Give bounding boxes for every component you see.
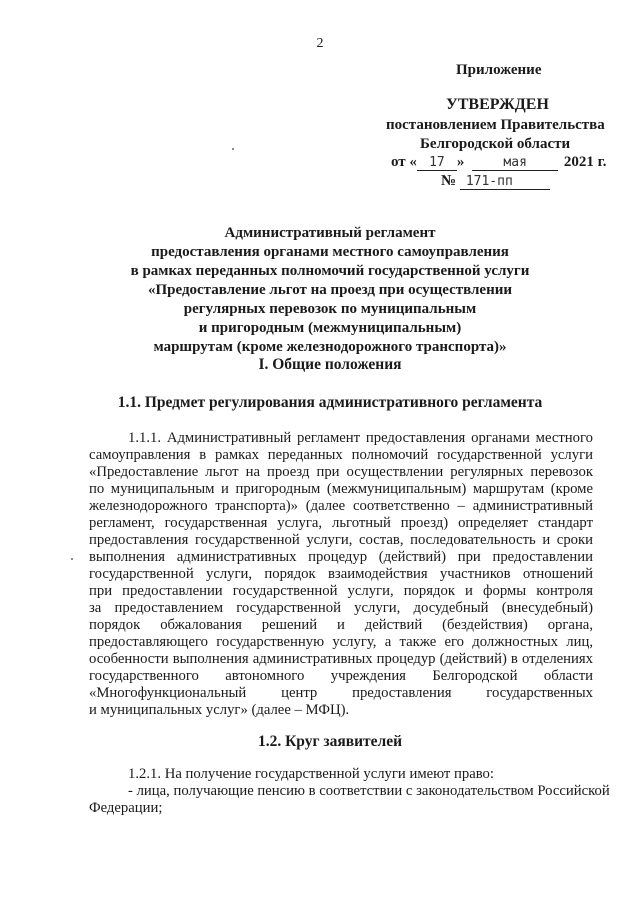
title-line: Административный регламент xyxy=(224,225,436,241)
appendix-label: Приложение xyxy=(456,62,542,78)
date-month: мая xyxy=(503,155,527,170)
paragraph-line: предоставляющего государственную услугу, а также его должностных лиц, xyxy=(89,634,593,650)
title-line: «Предоставление льгот на проезд при осуществлении xyxy=(147,282,513,298)
paragraph-line: по муниципальным и пригородным (межмуниципальным) маршрутам (кроме xyxy=(89,481,593,497)
approved-label: УТВЕРЖДЕН xyxy=(446,96,549,113)
paragraph-line: «Предоставление льгот на проезд при осуществлении регулярных перевозок xyxy=(89,464,593,480)
paragraph-line: и муниципальных услуг» (далее – МФЦ). xyxy=(89,702,350,718)
list-item-continuation: Федерации; xyxy=(89,800,163,816)
subsection-heading: 1.1. Предмет регулирования административного регламента xyxy=(117,394,543,411)
paragraph-line: выполнения административных процедур (действий) при предоставлении xyxy=(89,549,593,565)
paragraph-line: предоставления государственной услуги, состав, последовательность и сроки xyxy=(89,532,593,548)
list-item: - лица, получающие пенсию в соответствии с законодательством Российской xyxy=(128,783,610,799)
approval-number xyxy=(441,173,550,190)
approved-by-line1: постановлением Правительства xyxy=(386,117,605,133)
paragraph-line: самоуправления в рамках переданных полномочий государственной услуги xyxy=(89,447,593,463)
page-number: 2 xyxy=(316,36,324,51)
approved-by-line2: Белгородской области xyxy=(420,136,571,152)
title-line: маршрутам (кроме железнодорожного транспорта)» xyxy=(153,339,507,355)
paragraph-line: государственного автономного учреждения Белгородской области xyxy=(89,668,593,684)
subsection-heading: 1.2. Круг заявителей xyxy=(257,733,403,750)
title-line: предоставления органами местного самоуправления xyxy=(151,244,509,260)
document-title xyxy=(60,224,600,357)
paragraph-line: за предоставлением государственной услуги, досудебный (внесудебный) xyxy=(89,600,593,616)
approval-date xyxy=(391,154,607,171)
paragraph-line: «Многофункциональный центр предоставления государственных xyxy=(89,685,593,701)
number-value: 171-пп xyxy=(465,174,513,189)
date-year: 2021 г. xyxy=(563,154,607,170)
paragraph-line: при предоставлении государственной услуги, порядок и формы контроля xyxy=(89,583,593,599)
date-day: 17 xyxy=(429,155,445,170)
paragraph-line: 1.2.1. На получение государственной услуги имеют право: xyxy=(128,766,494,782)
paragraph-line: порядок обжалования решений и действий (бездействия) органа, xyxy=(89,617,593,633)
title-line: регулярных перевозок по муниципальным xyxy=(183,301,477,317)
paragraph-line: регламент, государственная услуга, льготный проезд) определяет стандарт xyxy=(89,515,593,531)
scan-speck xyxy=(232,148,234,150)
paragraph-line: государственной услуги, порядок взаимодействия участников отношений xyxy=(89,566,593,582)
paragraph-first-line: 1.1.1. Административный регламент предоставления органами местного xyxy=(128,430,593,446)
date-mid: » xyxy=(456,154,465,170)
title-line: и пригородным (межмуниципальным) xyxy=(198,320,462,336)
paragraph-line: железнодорожного транспорта)» (далее соответственно – административный xyxy=(89,498,593,514)
paragraph-line: особенности выполнения административных процедур (действий) в отделениях xyxy=(89,651,593,667)
scan-speck xyxy=(71,558,73,560)
date-prefix: от « xyxy=(391,154,417,170)
number-prefix: № xyxy=(441,173,457,189)
title-line: в рамках переданных полномочий государственной услуги xyxy=(130,263,530,279)
section-heading: I. Общие положения xyxy=(258,356,402,373)
